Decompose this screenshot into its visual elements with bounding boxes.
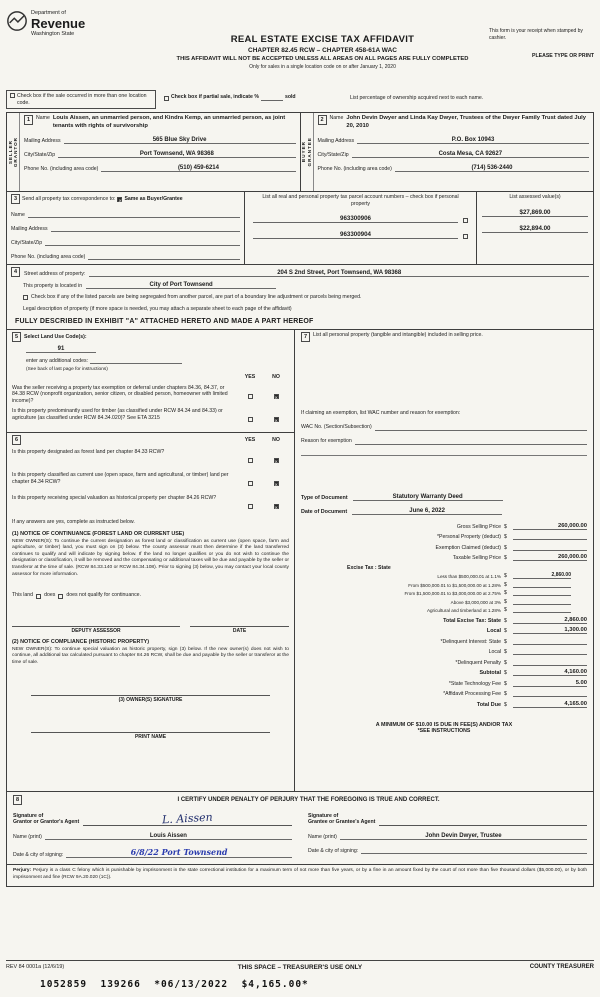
seller-name-value[interactable]: Louis Aissen, an unmarried person, and Kindra Kemp, an unmarried person, as joint tenants with rights of survivorship xyxy=(52,115,286,129)
s5-no-header: NO xyxy=(272,374,280,380)
notice-continuance-title: (1) NOTICE OF CONTINUANCE (FOREST LAND OR CURRENT USE) xyxy=(12,530,185,537)
s6-question-2 xyxy=(12,472,289,491)
s6-q1-text: Is this property designated as forest land per chapter 84.33 RCW? xyxy=(12,449,165,455)
seller-phone-value[interactable]: (510) 459-6214 xyxy=(101,165,295,172)
exemption-reason-field[interactable] xyxy=(355,438,587,445)
owner-signature-label: (3) OWNER(S) SIGNATURE xyxy=(118,697,183,704)
logo-text xyxy=(31,10,85,88)
buyer-mailing-value[interactable]: P.O. Box 10943 xyxy=(357,137,589,144)
perjury-label: Perjury: xyxy=(13,868,32,873)
personal-property-deduct-row xyxy=(301,533,587,540)
wac-number-field[interactable] xyxy=(375,424,587,431)
dollar-sign: $ xyxy=(504,544,507,551)
document-date-value[interactable]: June 6, 2022 xyxy=(352,508,502,515)
buyer-section xyxy=(300,113,594,191)
ownership-note: List percentage of ownership acquired next to each name. xyxy=(350,95,484,101)
delinquent-interest-local-label: Local xyxy=(488,649,501,655)
exemption-reason-extra-field[interactable] xyxy=(301,445,587,456)
parcel-2-personal-checkbox[interactable] xyxy=(463,234,468,239)
additional-codes-label: enter any additional codes: xyxy=(26,357,89,364)
grantor-date-city-label: Date & city of signing: xyxy=(13,851,64,858)
type-or-print-note: PLEASE TYPE OR PRINT xyxy=(532,53,594,59)
deputy-assessor-signature-field[interactable] xyxy=(12,617,180,627)
land-does-checkbox[interactable] xyxy=(36,594,41,599)
tier1-row xyxy=(301,572,571,579)
dollar-sign: $ xyxy=(504,691,507,697)
delinquent-interest-state-value[interactable] xyxy=(513,638,587,645)
grantor-signature-label-2: Grantor or Grantor's Agent xyxy=(13,819,80,826)
section-6-number: 6 xyxy=(12,435,21,445)
notice-compliance-title: (2) NOTICE OF COMPLIANCE (HISTORIC PROPERTY) xyxy=(12,638,150,645)
form-header xyxy=(6,8,594,88)
correspondence-mailing-label: Mailing Address xyxy=(11,225,48,232)
excise-tax-state-label: Excise Tax : State xyxy=(347,564,391,571)
total-due-row xyxy=(301,701,587,708)
tier2-value[interactable] xyxy=(513,581,571,588)
tier3-label: From $1,500,000.01 to $3,000,000.00 at 2.75% xyxy=(404,591,501,596)
print-name-row xyxy=(31,723,269,740)
does-not-label: does not qualify for continuance. xyxy=(66,592,142,599)
total-excise-state-value[interactable]: 2,860.00 xyxy=(513,617,587,624)
tier4-value[interactable] xyxy=(513,598,571,605)
parcel-row xyxy=(253,231,468,239)
grantee-date-city-label: Date & city of signing: xyxy=(308,847,359,854)
header-right-block xyxy=(489,8,594,88)
tier2-row xyxy=(301,581,571,588)
exemption-claimed-value[interactable] xyxy=(513,544,587,551)
seller-section xyxy=(7,113,300,191)
seller-mailing-label: Mailing Address xyxy=(24,137,61,144)
s6-q2-text: Is this property classified as current use (open space, farm and agricultural, or timber) land per chapter 84.34 RCW? xyxy=(12,472,229,485)
form-body xyxy=(6,112,594,887)
state-technology-fee-row xyxy=(301,680,587,687)
land-qualify-row xyxy=(12,592,289,599)
grantor-signature-block xyxy=(13,810,292,858)
legal-description-label: Legal description of property (if more space is needed, you may attach a separate sheet to each page of the affidavit) xyxy=(23,305,292,312)
correspondence-phone-field[interactable] xyxy=(88,253,240,260)
buyer-csz-label: City/State/Zip xyxy=(317,151,349,158)
perjury-text: Perjury is a class C felony which is punishable by imprisonment in the state correctional institution for a maximum term of not more than five years, or by a fine in an amount fixed by the court of not more than five thousand dollars ($5,000.00), or by both imprisonment and fine (RCW 9A.20.020 (1C)). xyxy=(13,868,587,880)
grantee-signature-field[interactable] xyxy=(379,810,587,826)
same-as-buyer-label: Same as Buyer/Grantee xyxy=(124,195,183,202)
affidavit-processing-fee-row xyxy=(301,690,587,697)
exemption-reason-label: Reason for exemption xyxy=(301,438,352,444)
s6-q1-yes-checkbox[interactable] xyxy=(248,458,253,463)
seller-side-text-2: GRANTOR xyxy=(13,136,18,168)
parcel-number-1[interactable]: 963300906 xyxy=(253,215,458,223)
dollar-sign: $ xyxy=(504,590,507,596)
wac-number-label: WAC No. (Section/Subsection) xyxy=(301,424,372,430)
agricultural-label: Agricultural and timberland at 1.28% xyxy=(426,608,501,613)
receipt-note: This form is your receipt when stamped by cashier. xyxy=(489,28,583,41)
correspondence-csz-field[interactable] xyxy=(45,239,240,246)
if-yes-note: If any answers are yes, complete as instructed below. xyxy=(12,519,135,525)
section-1-number: 1 xyxy=(24,115,33,125)
land-does-not-checkbox[interactable] xyxy=(58,594,63,599)
affidavit-processing-fee-label: *Affidavit Processing Fee xyxy=(443,691,501,697)
tax-computation-table xyxy=(301,523,587,734)
buyer-name-value[interactable]: John Devin Dwyer and Linda Kay Dwyer, Trustees of the Dwyer Family Trust dated July 20, 2010 xyxy=(346,115,587,129)
s5-q1-yes-checkbox[interactable] xyxy=(248,394,253,399)
multi-location-label: Check box if the sale occurred in more than one location code. xyxy=(17,93,147,106)
dollar-sign: $ xyxy=(504,617,507,624)
partial-sale-group xyxy=(164,90,342,101)
s6-no-header: NO xyxy=(272,436,280,443)
state-technology-fee-value[interactable]: 5.00 xyxy=(513,680,587,687)
subtotal-label: Subtotal xyxy=(479,670,501,676)
section-2-number: 2 xyxy=(318,115,327,125)
treasurer-stamp: 1052859 139266 *06/13/2022 $4,165.00* xyxy=(40,979,309,990)
deputy-assessor-row xyxy=(12,617,289,634)
dollar-sign: $ xyxy=(504,523,507,530)
partial-sale-label: Check box if partial sale, indicate % xyxy=(171,94,259,100)
tier1-label: Less than $500,000.01 at 1.1% xyxy=(437,574,501,579)
property-located-value[interactable]: City of Port Townsend xyxy=(86,282,276,289)
s5-question-1 xyxy=(12,385,289,405)
dollar-sign: $ xyxy=(504,680,507,687)
dollar-sign: $ xyxy=(504,534,507,540)
segregated-note: Check box if any of the listed parcels are being segregated from another parcel, are part of a boundary line adjustment or parcels being merged. xyxy=(31,294,362,300)
logo-state-text: Washington State xyxy=(31,31,75,37)
notice-compliance-body: NEW OWNER(S): To continue special valuation as historic property, sign (3) below. If the new owner(s) does not wish to continue, all additional tax calculated pursuant to chapter 84.26 RCW, shall be due and payable by the seller or transferor at the time of sale. xyxy=(12,646,289,665)
correspondence-phone-label: Phone No. (including area code) xyxy=(11,253,86,260)
county-treasurer-label: COUNTY TREASURER xyxy=(529,964,594,970)
perjury-statement xyxy=(7,865,593,886)
document-type-value[interactable]: Statutory Warranty Deed xyxy=(353,494,503,501)
owner-signature-row xyxy=(31,686,269,703)
personal-property-label: List all personal property (tangible and intangible) included in selling price. xyxy=(313,332,483,338)
logo-revenue-text: Revenue xyxy=(31,16,86,31)
section-3-number: 3 xyxy=(11,194,20,204)
tier4-row xyxy=(301,598,571,605)
correspondence-name-label: Name xyxy=(11,211,25,218)
top-checkbox-row xyxy=(6,90,594,109)
document-type-label: Type of Document xyxy=(301,494,348,501)
tier4-label: Above $3,000,000 at 3% xyxy=(450,599,501,605)
dollar-sign: $ xyxy=(504,670,507,676)
delinquent-interest-local-value[interactable] xyxy=(513,648,587,655)
grantee-name-print-label: Name (print) xyxy=(308,833,337,840)
s6-q3-no-checkbox[interactable]: ✕ xyxy=(274,505,278,510)
buyer-mailing-label: Mailing Address xyxy=(317,137,355,144)
deputy-date-label: DATE xyxy=(232,627,247,634)
land-use-label: Select Land Use Code(s): xyxy=(24,333,87,340)
land-use-section xyxy=(7,330,294,433)
grantor-signature-label-1: Signature of xyxy=(13,812,44,819)
subtotal-row xyxy=(301,669,587,676)
deputy-assessor-date-field[interactable] xyxy=(190,617,289,627)
see-back-note: (See back of last page for instructions) xyxy=(26,367,108,372)
s5-q2-text: Is this property predominantly used for timber (as classified under RCW 84.34 and 84.33) or agriculture (as classified under RCW 84.34.020)? See ETA 3215 xyxy=(12,408,223,421)
multi-location-group xyxy=(6,90,156,109)
exemption-claimed-row xyxy=(301,544,587,551)
s5-q1-text: Was the seller receiving a property tax exemption or deferral under chapters 84.36, 84.37, or 84.38 RCW (nonprofit organization, senior citizen, or disabled person, homeowner with limited income)? xyxy=(12,384,228,404)
dollar-sign: $ xyxy=(504,628,507,634)
does-label: does xyxy=(44,592,56,599)
certify-statement: I CERTIFY UNDER PENALTY OF PERJURY THAT THE FOREGOING IS TRUE AND CORRECT. xyxy=(177,797,440,803)
buyer-side-label xyxy=(301,113,314,191)
parcel-number-2[interactable]: 963300904 xyxy=(253,231,458,239)
document-date-label: Date of Document xyxy=(301,508,348,515)
grantor-date-city-field[interactable] xyxy=(66,847,292,858)
dor-logo xyxy=(6,8,156,88)
dollar-sign: $ xyxy=(504,649,507,655)
grantor-signature-handwriting: L. Aissen xyxy=(161,810,214,827)
grantee-printed-name[interactable]: John Devin Dwyer, Trustee xyxy=(340,833,587,840)
dollar-sign: $ xyxy=(504,573,507,579)
owner-print-name-field[interactable] xyxy=(31,723,269,733)
forest-land-section xyxy=(7,433,294,791)
dollar-sign: $ xyxy=(504,555,507,561)
tax-correspondence-block xyxy=(7,192,244,264)
grantor-printed-name[interactable]: Louis Aissen xyxy=(45,833,292,840)
assessed-values-header: List assessed value(s) xyxy=(509,194,561,200)
same-as-buyer-checkbox[interactable]: ✕ xyxy=(118,197,122,203)
s5-question-2 xyxy=(12,408,289,427)
grantee-signature-label-1: Signature of xyxy=(308,812,339,819)
additional-codes-field[interactable] xyxy=(90,357,182,364)
correspondence-mailing-field[interactable] xyxy=(51,225,240,232)
property-location-section xyxy=(7,265,593,330)
section-5-number: 5 xyxy=(12,332,21,342)
correspondence-name-field[interactable] xyxy=(28,211,240,218)
parcel-row xyxy=(253,215,468,223)
dollar-sign: $ xyxy=(504,701,507,708)
s6-yes-header: YES xyxy=(244,436,256,443)
seller-phone-label: Phone No. (including area code) xyxy=(24,165,99,172)
assessed-value-1[interactable]: $27,869.00 xyxy=(482,209,588,217)
delinquent-penalty-label: *Delinquent Penalty xyxy=(455,659,501,666)
taxable-selling-price-row xyxy=(301,554,587,561)
send-correspondence-label: Send all property tax correspondence to: xyxy=(22,195,116,202)
s5-q2-yes-checkbox[interactable] xyxy=(248,417,253,422)
personal-property-deduct-label: *Personal Property (deduct) xyxy=(436,534,501,540)
personal-property-deduct-value[interactable] xyxy=(513,533,587,540)
s6-q2-yes-checkbox[interactable] xyxy=(248,481,253,486)
right-column xyxy=(295,330,593,791)
dollar-sign: $ xyxy=(504,581,507,588)
delinquent-interest-state-label: *Delinquent Interest: State xyxy=(440,638,501,645)
exemption-block xyxy=(301,410,587,456)
print-name-label: PRINT NAME xyxy=(134,734,167,741)
tier1-value[interactable]: 2,860.00 xyxy=(513,572,571,579)
property-located-label: This property is located in xyxy=(23,282,83,289)
delinquent-penalty-row xyxy=(301,659,587,666)
delinquent-penalty-value[interactable] xyxy=(513,659,587,666)
total-excise-local-row xyxy=(301,627,587,634)
excise-tax-state-header xyxy=(301,565,587,571)
form-number: REV 84 0001a (12/6/19) xyxy=(6,964,65,970)
buyer-phone-value[interactable]: (714) 536-2440 xyxy=(395,165,589,172)
buyer-side-text-1: BUYER xyxy=(301,141,306,163)
parcel-numbers-header: List all real and personal property tax parcel account numbers – check box if personal property xyxy=(262,194,459,207)
main-columns xyxy=(7,330,593,792)
total-excise-local-label: Local xyxy=(486,628,501,634)
s5-yes-header: YES xyxy=(244,374,256,380)
seller-csz-value[interactable]: Port Townsend, WA 98368 xyxy=(58,151,295,158)
gross-selling-price-value[interactable]: 260,000.00 xyxy=(513,523,587,530)
parcel-numbers-block xyxy=(244,192,477,264)
logo-dept-text: Department of xyxy=(31,10,66,16)
revenue-logo-icon xyxy=(6,10,28,32)
buyer-phone-label: Phone No. (including area code) xyxy=(317,165,392,172)
treasurer-space-label: THIS SPACE – TREASURER'S USE ONLY xyxy=(237,964,363,971)
grantor-signature-field[interactable] xyxy=(83,810,292,826)
tier3-value[interactable] xyxy=(513,589,571,596)
parties-section xyxy=(7,113,593,192)
dollar-sign: $ xyxy=(504,598,507,605)
s6-q2-no-checkbox[interactable]: ✕ xyxy=(274,482,278,487)
parcel-1-personal-checkbox[interactable] xyxy=(463,218,468,223)
deputy-assessor-label: DEPUTY ASSESSOR xyxy=(71,627,121,634)
exemption-intro: If claiming an exemption, list WAC number and reason for exemption: xyxy=(301,410,461,416)
dollar-sign: $ xyxy=(504,638,507,645)
s6-question-3 xyxy=(12,495,289,514)
minimum-due-note: A MINIMUM OF $10.00 IS DUE IN FEE(S) AND/OR TAX xyxy=(375,721,513,728)
section-4-number: 4 xyxy=(11,267,20,277)
gross-selling-price-row xyxy=(301,523,587,530)
tier3-row xyxy=(301,589,571,596)
assessed-values-block xyxy=(477,192,593,264)
seller-side-text-1: SELLER xyxy=(7,139,13,165)
grantee-signature-label-2: Grantee or Grantee's Agent xyxy=(308,819,376,826)
grantee-date-city-field[interactable] xyxy=(361,847,587,854)
s5-q2-no-checkbox[interactable]: ✕ xyxy=(274,418,278,423)
subtotal-value[interactable]: 4,160.00 xyxy=(513,669,587,676)
agricultural-value[interactable] xyxy=(513,606,571,613)
affidavit-processing-fee-value[interactable] xyxy=(513,690,587,697)
state-technology-fee-label: *State Technology Fee xyxy=(448,680,501,687)
s6-q3-yes-checkbox[interactable] xyxy=(248,504,253,509)
street-address-label: Street address of property: xyxy=(24,270,86,277)
legal-description-value: FULLY DESCRIBED IN EXHIBIT "A" ATTACHED HERETO AND MADE A PART HEREOF xyxy=(15,318,314,325)
form-warning: THIS AFFIDAVIT WILL NOT BE ACCEPTED UNLESS ALL AREAS ON ALL PAGES ARE FULLY COMPLETED xyxy=(176,56,469,62)
total-due-label: Total Due xyxy=(476,701,501,708)
left-column xyxy=(7,330,295,791)
grantee-signature-block xyxy=(308,810,587,858)
delinquent-interest-state-row xyxy=(301,638,587,645)
seller-side-label xyxy=(7,113,20,191)
partial-sale-percent-field[interactable] xyxy=(261,95,283,101)
tier2-label: From $500,000.01 to $1,500,000.00 at 1.28% xyxy=(408,582,501,588)
dollar-sign: $ xyxy=(504,607,507,613)
segregated-checkbox[interactable] xyxy=(23,295,28,300)
correspondence-csz-label: City/State/Zip xyxy=(11,239,43,246)
total-excise-local-value[interactable]: 1,300.00 xyxy=(513,627,587,634)
partial-sale-checkbox[interactable] xyxy=(164,96,169,101)
total-due-value[interactable]: 4,165.00 xyxy=(513,701,587,708)
taxable-selling-price-label: Taxable Selling Price xyxy=(452,555,501,561)
delinquent-interest-local-row xyxy=(301,648,587,655)
assessed-value-2[interactable]: $22,894.00 xyxy=(482,225,588,233)
s6-q1-no-checkbox[interactable]: ✕ xyxy=(274,459,278,464)
multi-location-checkbox[interactable] xyxy=(10,93,15,98)
section-7-number: 7 xyxy=(301,332,310,342)
buyer-csz-value[interactable]: Costa Mesa, CA 92627 xyxy=(352,151,589,158)
form-title: REAL ESTATE EXCISE TAX AFFIDAVIT xyxy=(230,34,415,45)
s6-q3-text: Is this property receiving special valuation as historical property per chapter 84.26 RCW? xyxy=(12,495,217,501)
form-note: Only for sales in a single location code on or after January 1, 2020 xyxy=(249,64,396,70)
exemption-claimed-label: Exemption Claimed (deduct) xyxy=(435,544,501,551)
seller-mailing-value[interactable]: 565 Blue Sky Drive xyxy=(64,137,296,144)
see-instructions-note: *SEE INSTRUCTIONS xyxy=(417,727,471,734)
s5-q1-no-checkbox[interactable]: ✕ xyxy=(274,394,278,400)
form-chapter: CHAPTER 82.45 RCW – CHAPTER 458-61A WAC xyxy=(248,47,397,54)
s6-question-1 xyxy=(12,449,289,468)
owner-signature-field[interactable] xyxy=(31,686,269,696)
this-land-label: This land xyxy=(12,592,34,599)
section-8-number: 8 xyxy=(13,795,22,805)
grantor-name-print-label: Name (print) xyxy=(13,833,42,840)
sold-label: sold xyxy=(284,94,296,100)
certification-section xyxy=(7,792,593,865)
agricultural-row xyxy=(301,606,571,613)
gross-selling-price-label: Gross Selling Price xyxy=(456,523,501,530)
grantor-date-city-handwriting: 6/8/22 Port Townsend xyxy=(130,847,228,857)
buyer-name-label: Name xyxy=(329,115,344,121)
land-use-code-value[interactable]: 91 xyxy=(26,346,96,353)
correspondence-parcels-section xyxy=(7,192,593,265)
total-excise-state-label: Total Excise Tax: State xyxy=(443,617,501,624)
street-address-value[interactable]: 204 S 2nd Street, Port Townsend, WA 98368 xyxy=(89,270,589,277)
notice-continuance-body: NEW OWNER(S): To continue the current designation as forest land or classification as current use (open space, farm and agriculture, or timber) land, you must sign on (3) below. The county assessor must then determine if the land transferred continues to qualify and will indicate by signing below. If the land no longer qualifies or you do not wish to continue the designation or classification, it will be removed and the compensating or additional taxes will be due and payable by the seller or transferor at the time of sale. (RCW 84.33.140 or RCW 84.34.108). Prior to signing (3) below, you may contact your local county assessor for more information. xyxy=(12,538,289,577)
taxable-selling-price-value[interactable]: 260,000.00 xyxy=(513,554,587,561)
buyer-side-text-2: GRANTEE xyxy=(306,137,312,167)
seller-csz-label: City/State/Zip xyxy=(24,151,56,158)
dollar-sign: $ xyxy=(504,659,507,666)
title-block xyxy=(156,8,489,88)
personal-property-field[interactable] xyxy=(301,342,587,408)
seller-name-label: Name xyxy=(36,115,50,121)
form-footer xyxy=(6,960,594,971)
total-excise-state-row xyxy=(301,617,587,624)
